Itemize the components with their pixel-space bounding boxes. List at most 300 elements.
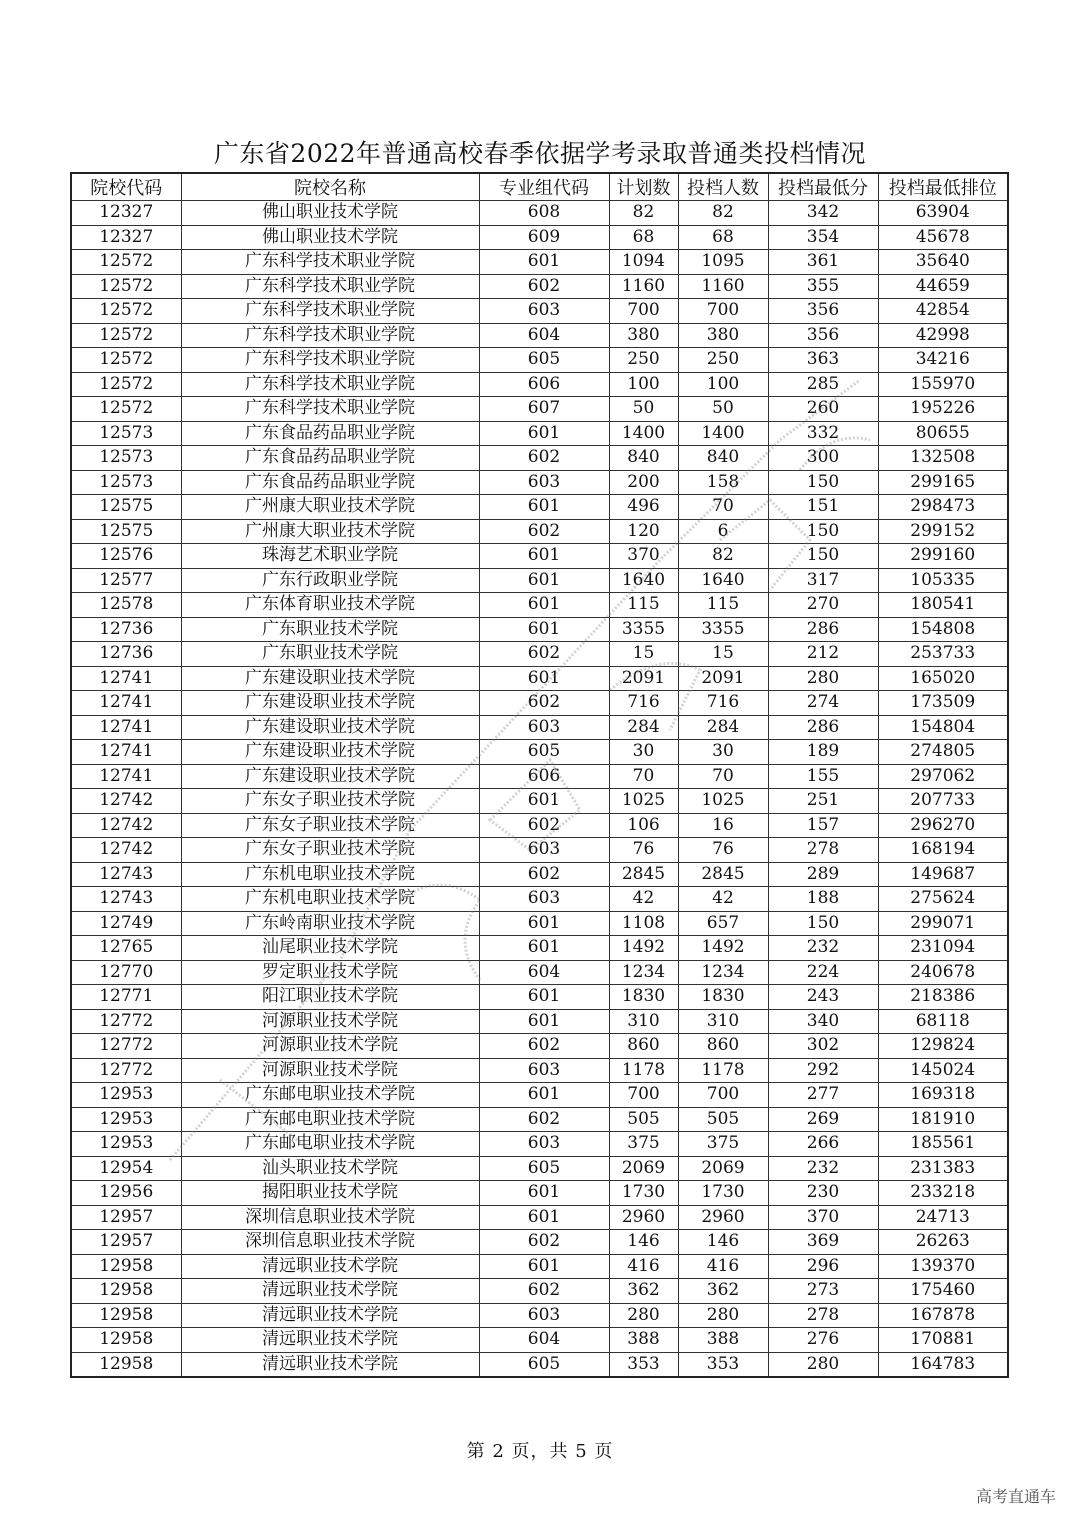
cell-group-code: 603 <box>479 299 609 324</box>
cell-school-code: 12956 <box>71 1181 181 1206</box>
cell-plan-count: 2845 <box>609 862 678 887</box>
cell-plan-count: 200 <box>609 470 678 495</box>
cell-plan-count: 120 <box>609 519 678 544</box>
cell-min-score: 151 <box>768 495 878 520</box>
cell-min-rank: 169318 <box>878 1083 1008 1108</box>
cell-min-rank: 297062 <box>878 764 1008 789</box>
cell-min-score: 277 <box>768 1083 878 1108</box>
cell-school-code: 12742 <box>71 813 181 838</box>
table-row <box>71 1303 1008 1328</box>
cell-school-code: 12741 <box>71 691 181 716</box>
cell-school-name: 广东科学技术职业学院 <box>181 348 479 373</box>
table-row <box>71 1230 1008 1255</box>
cell-min-rank: 155970 <box>878 372 1008 397</box>
cell-school-code: 12741 <box>71 666 181 691</box>
table-row <box>71 397 1008 422</box>
table-row <box>71 862 1008 887</box>
cell-school-name: 河源职业技术学院 <box>181 1034 479 1059</box>
cell-min-score: 155 <box>768 764 878 789</box>
cell-admitted-count: 1640 <box>678 568 768 593</box>
table-row <box>71 936 1008 961</box>
cell-school-name: 河源职业技术学院 <box>181 1009 479 1034</box>
cell-min-score: 356 <box>768 323 878 348</box>
cell-admitted-count: 380 <box>678 323 768 348</box>
cell-admitted-count: 50 <box>678 397 768 422</box>
cell-plan-count: 100 <box>609 372 678 397</box>
cell-school-code: 12742 <box>71 789 181 814</box>
cell-school-code: 12957 <box>71 1230 181 1255</box>
table-row <box>71 617 1008 642</box>
cell-group-code: 605 <box>479 348 609 373</box>
cell-admitted-count: 70 <box>678 764 768 789</box>
cell-school-code: 12575 <box>71 519 181 544</box>
cell-school-name: 汕尾职业技术学院 <box>181 936 479 961</box>
cell-admitted-count: 1830 <box>678 985 768 1010</box>
cell-school-code: 12953 <box>71 1132 181 1157</box>
cell-min-score: 340 <box>768 1009 878 1034</box>
cell-admitted-count: 716 <box>678 691 768 716</box>
cell-group-code: 601 <box>479 617 609 642</box>
cell-min-rank: 233218 <box>878 1181 1008 1206</box>
cell-school-code: 12953 <box>71 1107 181 1132</box>
cell-min-rank: 42998 <box>878 323 1008 348</box>
table-row <box>71 911 1008 936</box>
cell-min-rank: 275624 <box>878 887 1008 912</box>
cell-school-name: 广东机电职业技术学院 <box>181 887 479 912</box>
header-plan-count: 计划数 <box>609 173 678 201</box>
cell-school-name: 广东科学技术职业学院 <box>181 274 479 299</box>
cell-school-code: 12743 <box>71 862 181 887</box>
table-row <box>71 691 1008 716</box>
table-row <box>71 421 1008 446</box>
table-row <box>71 960 1008 985</box>
cell-admitted-count: 15 <box>678 642 768 667</box>
cell-plan-count: 284 <box>609 715 678 740</box>
cell-group-code: 603 <box>479 470 609 495</box>
table-row <box>71 764 1008 789</box>
table-row <box>71 250 1008 275</box>
cell-school-code: 12572 <box>71 372 181 397</box>
cell-school-name: 广东科学技术职业学院 <box>181 323 479 348</box>
cell-plan-count: 370 <box>609 544 678 569</box>
cell-admitted-count: 353 <box>678 1352 768 1377</box>
cell-plan-count: 380 <box>609 323 678 348</box>
brand-label: 高考直通车 <box>975 1487 1056 1506</box>
cell-school-code: 12577 <box>71 568 181 593</box>
cell-min-rank: 35640 <box>878 250 1008 275</box>
cell-min-score: 342 <box>768 201 878 226</box>
cell-school-code: 12741 <box>71 740 181 765</box>
cell-plan-count: 2091 <box>609 666 678 691</box>
table-row <box>71 225 1008 250</box>
table-row <box>71 201 1008 226</box>
cell-plan-count: 1640 <box>609 568 678 593</box>
cell-group-code: 604 <box>479 1328 609 1353</box>
cell-min-rank: 165020 <box>878 666 1008 691</box>
table-row <box>71 1352 1008 1377</box>
cell-plan-count: 1492 <box>609 936 678 961</box>
table-row <box>71 642 1008 667</box>
table-row <box>71 1058 1008 1083</box>
cell-admitted-count: 1025 <box>678 789 768 814</box>
cell-school-code: 12770 <box>71 960 181 985</box>
cell-school-code: 12572 <box>71 274 181 299</box>
cell-min-score: 292 <box>768 1058 878 1083</box>
cell-school-name: 广东岭南职业技术学院 <box>181 911 479 936</box>
cell-min-score: 266 <box>768 1132 878 1157</box>
cell-group-code: 603 <box>479 887 609 912</box>
cell-admitted-count: 115 <box>678 593 768 618</box>
cell-school-name: 罗定职业技术学院 <box>181 960 479 985</box>
cell-school-code: 12572 <box>71 323 181 348</box>
cell-min-rank: 274805 <box>878 740 1008 765</box>
cell-group-code: 604 <box>479 323 609 348</box>
table-row <box>71 985 1008 1010</box>
cell-group-code: 601 <box>479 1205 609 1230</box>
cell-school-name: 广东科学技术职业学院 <box>181 299 479 324</box>
cell-group-code: 608 <box>479 201 609 226</box>
cell-admitted-count: 6 <box>678 519 768 544</box>
cell-admitted-count: 70 <box>678 495 768 520</box>
cell-admitted-count: 1730 <box>678 1181 768 1206</box>
cell-plan-count: 496 <box>609 495 678 520</box>
cell-plan-count: 700 <box>609 299 678 324</box>
cell-min-score: 356 <box>768 299 878 324</box>
cell-plan-count: 115 <box>609 593 678 618</box>
cell-plan-count: 388 <box>609 1328 678 1353</box>
cell-min-score: 188 <box>768 887 878 912</box>
table-row <box>71 593 1008 618</box>
table-row <box>71 568 1008 593</box>
cell-min-rank: 24713 <box>878 1205 1008 1230</box>
cell-min-rank: 218386 <box>878 985 1008 1010</box>
cell-plan-count: 146 <box>609 1230 678 1255</box>
cell-group-code: 603 <box>479 715 609 740</box>
cell-admitted-count: 1160 <box>678 274 768 299</box>
cell-group-code: 601 <box>479 1254 609 1279</box>
cell-group-code: 601 <box>479 593 609 618</box>
cell-min-rank: 44659 <box>878 274 1008 299</box>
cell-school-name: 广东职业技术学院 <box>181 642 479 667</box>
cell-min-rank: 34216 <box>878 348 1008 373</box>
cell-school-code: 12327 <box>71 201 181 226</box>
cell-school-code: 12573 <box>71 470 181 495</box>
cell-plan-count: 375 <box>609 1132 678 1157</box>
table-row <box>71 299 1008 324</box>
cell-school-code: 12749 <box>71 911 181 936</box>
header-row <box>71 173 1008 201</box>
cell-min-score: 278 <box>768 838 878 863</box>
cell-school-name: 广东科学技术职业学院 <box>181 397 479 422</box>
cell-admitted-count: 42 <box>678 887 768 912</box>
cell-min-score: 369 <box>768 1230 878 1255</box>
cell-school-code: 12743 <box>71 887 181 912</box>
cell-group-code: 606 <box>479 764 609 789</box>
cell-group-code: 601 <box>479 1009 609 1034</box>
cell-min-score: 157 <box>768 813 878 838</box>
cell-group-code: 601 <box>479 250 609 275</box>
cell-admitted-count: 3355 <box>678 617 768 642</box>
header-school-code: 院校代码 <box>71 173 181 201</box>
cell-min-score: 289 <box>768 862 878 887</box>
cell-school-name: 广东建设职业技术学院 <box>181 715 479 740</box>
cell-admitted-count: 68 <box>678 225 768 250</box>
table-row <box>71 1107 1008 1132</box>
table-row <box>71 1254 1008 1279</box>
cell-school-code: 12765 <box>71 936 181 961</box>
cell-school-name: 广东建设职业技术学院 <box>181 666 479 691</box>
cell-min-score: 286 <box>768 617 878 642</box>
page-footer: 第 2 页，共 5 页 <box>466 1441 614 1462</box>
cell-min-rank: 168194 <box>878 838 1008 863</box>
cell-school-name: 汕头职业技术学院 <box>181 1156 479 1181</box>
cell-school-code: 12742 <box>71 838 181 863</box>
cell-group-code: 601 <box>479 1181 609 1206</box>
cell-plan-count: 2069 <box>609 1156 678 1181</box>
cell-school-name: 广东邮电职业技术学院 <box>181 1132 479 1157</box>
cell-plan-count: 840 <box>609 446 678 471</box>
table-row <box>71 1083 1008 1108</box>
admission-table <box>70 172 1009 1378</box>
cell-school-code: 12771 <box>71 985 181 1010</box>
cell-plan-count: 860 <box>609 1034 678 1059</box>
cell-plan-count: 1400 <box>609 421 678 446</box>
cell-plan-count: 30 <box>609 740 678 765</box>
table-row <box>71 274 1008 299</box>
table-row <box>71 495 1008 520</box>
cell-admitted-count: 30 <box>678 740 768 765</box>
cell-min-rank: 181910 <box>878 1107 1008 1132</box>
table-row <box>71 666 1008 691</box>
cell-group-code: 602 <box>479 446 609 471</box>
cell-admitted-count: 1234 <box>678 960 768 985</box>
cell-school-name: 广东邮电职业技术学院 <box>181 1107 479 1132</box>
cell-school-code: 12576 <box>71 544 181 569</box>
cell-min-score: 150 <box>768 544 878 569</box>
cell-min-rank: 26263 <box>878 1230 1008 1255</box>
cell-group-code: 602 <box>479 1230 609 1255</box>
cell-group-code: 609 <box>479 225 609 250</box>
cell-school-name: 广东女子职业技术学院 <box>181 813 479 838</box>
table-row <box>71 740 1008 765</box>
table-row <box>71 887 1008 912</box>
cell-min-rank: 132508 <box>878 446 1008 471</box>
cell-min-rank: 299152 <box>878 519 1008 544</box>
cell-group-code: 602 <box>479 642 609 667</box>
cell-school-name: 广东机电职业技术学院 <box>181 862 479 887</box>
cell-school-name: 广东邮电职业技术学院 <box>181 1083 479 1108</box>
table-row <box>71 1205 1008 1230</box>
cell-min-score: 354 <box>768 225 878 250</box>
cell-group-code: 602 <box>479 1107 609 1132</box>
cell-admitted-count: 16 <box>678 813 768 838</box>
table-row <box>71 838 1008 863</box>
cell-school-code: 12958 <box>71 1303 181 1328</box>
cell-group-code: 607 <box>479 397 609 422</box>
cell-min-score: 270 <box>768 593 878 618</box>
table-row <box>71 470 1008 495</box>
cell-school-name: 广东食品药品职业学院 <box>181 446 479 471</box>
cell-admitted-count: 82 <box>678 544 768 569</box>
cell-min-rank: 154808 <box>878 617 1008 642</box>
cell-school-code: 12741 <box>71 715 181 740</box>
cell-plan-count: 70 <box>609 764 678 789</box>
cell-group-code: 601 <box>479 936 609 961</box>
cell-group-code: 603 <box>479 838 609 863</box>
cell-plan-count: 15 <box>609 642 678 667</box>
cell-min-rank: 154804 <box>878 715 1008 740</box>
cell-admitted-count: 1400 <box>678 421 768 446</box>
cell-plan-count: 353 <box>609 1352 678 1377</box>
cell-min-rank: 195226 <box>878 397 1008 422</box>
cell-group-code: 604 <box>479 960 609 985</box>
cell-plan-count: 716 <box>609 691 678 716</box>
cell-min-rank: 175460 <box>878 1279 1008 1304</box>
cell-group-code: 601 <box>479 985 609 1010</box>
cell-min-rank: 149687 <box>878 862 1008 887</box>
cell-group-code: 602 <box>479 1034 609 1059</box>
cell-school-name: 珠海艺术职业学院 <box>181 544 479 569</box>
cell-min-score: 302 <box>768 1034 878 1059</box>
cell-min-score: 251 <box>768 789 878 814</box>
cell-group-code: 601 <box>479 495 609 520</box>
cell-plan-count: 68 <box>609 225 678 250</box>
table-row <box>71 789 1008 814</box>
document-title: 广东省2022年普通高校春季依据学考录取普通类投档情况 <box>213 139 867 168</box>
cell-min-rank: 180541 <box>878 593 1008 618</box>
cell-admitted-count: 2091 <box>678 666 768 691</box>
cell-school-code: 12736 <box>71 642 181 667</box>
cell-group-code: 601 <box>479 544 609 569</box>
cell-group-code: 602 <box>479 274 609 299</box>
cell-school-name: 广东职业技术学院 <box>181 617 479 642</box>
cell-school-code: 12573 <box>71 421 181 446</box>
cell-admitted-count: 2069 <box>678 1156 768 1181</box>
cell-min-rank: 45678 <box>878 225 1008 250</box>
cell-school-code: 12578 <box>71 593 181 618</box>
cell-min-score: 189 <box>768 740 878 765</box>
cell-admitted-count: 158 <box>678 470 768 495</box>
cell-min-score: 363 <box>768 348 878 373</box>
cell-school-name: 清远职业技术学院 <box>181 1279 479 1304</box>
cell-min-rank: 173509 <box>878 691 1008 716</box>
cell-min-rank: 299071 <box>878 911 1008 936</box>
cell-plan-count: 76 <box>609 838 678 863</box>
cell-school-code: 12958 <box>71 1254 181 1279</box>
cell-school-code: 12958 <box>71 1328 181 1353</box>
cell-plan-count: 1025 <box>609 789 678 814</box>
table-row <box>71 348 1008 373</box>
cell-plan-count: 1830 <box>609 985 678 1010</box>
cell-min-rank: 42854 <box>878 299 1008 324</box>
cell-plan-count: 2960 <box>609 1205 678 1230</box>
cell-plan-count: 280 <box>609 1303 678 1328</box>
cell-min-rank: 296270 <box>878 813 1008 838</box>
cell-admitted-count: 1095 <box>678 250 768 275</box>
cell-min-score: 150 <box>768 911 878 936</box>
cell-plan-count: 82 <box>609 201 678 226</box>
cell-group-code: 602 <box>479 519 609 544</box>
cell-min-score: 212 <box>768 642 878 667</box>
cell-group-code: 606 <box>479 372 609 397</box>
cell-plan-count: 50 <box>609 397 678 422</box>
cell-plan-count: 1160 <box>609 274 678 299</box>
cell-min-rank: 253733 <box>878 642 1008 667</box>
cell-plan-count: 1108 <box>609 911 678 936</box>
table-row <box>71 1328 1008 1353</box>
cell-admitted-count: 362 <box>678 1279 768 1304</box>
cell-min-score: 370 <box>768 1205 878 1230</box>
table-row <box>71 1181 1008 1206</box>
cell-admitted-count: 416 <box>678 1254 768 1279</box>
cell-min-score: 300 <box>768 446 878 471</box>
cell-school-code: 12572 <box>71 299 181 324</box>
cell-admitted-count: 284 <box>678 715 768 740</box>
cell-admitted-count: 700 <box>678 1083 768 1108</box>
cell-group-code: 601 <box>479 421 609 446</box>
table-row <box>71 1132 1008 1157</box>
cell-group-code: 601 <box>479 568 609 593</box>
table-row <box>71 323 1008 348</box>
cell-group-code: 605 <box>479 740 609 765</box>
cell-school-code: 12772 <box>71 1058 181 1083</box>
cell-min-rank: 299160 <box>878 544 1008 569</box>
cell-min-score: 224 <box>768 960 878 985</box>
cell-school-code: 12957 <box>71 1205 181 1230</box>
cell-school-name: 广东建设职业技术学院 <box>181 691 479 716</box>
header-admitted-count: 投档人数 <box>678 173 768 201</box>
cell-min-score: 317 <box>768 568 878 593</box>
cell-school-name: 清远职业技术学院 <box>181 1254 479 1279</box>
cell-admitted-count: 860 <box>678 1034 768 1059</box>
cell-min-rank: 68118 <box>878 1009 1008 1034</box>
cell-admitted-count: 700 <box>678 299 768 324</box>
cell-min-score: 243 <box>768 985 878 1010</box>
cell-plan-count: 3355 <box>609 617 678 642</box>
cell-school-name: 河源职业技术学院 <box>181 1058 479 1083</box>
cell-plan-count: 42 <box>609 887 678 912</box>
cell-group-code: 603 <box>479 1058 609 1083</box>
cell-school-code: 12958 <box>71 1279 181 1304</box>
cell-plan-count: 362 <box>609 1279 678 1304</box>
table-row <box>71 1156 1008 1181</box>
cell-group-code: 602 <box>479 1279 609 1304</box>
cell-min-score: 232 <box>768 936 878 961</box>
cell-school-code: 12954 <box>71 1156 181 1181</box>
cell-plan-count: 700 <box>609 1083 678 1108</box>
cell-admitted-count: 82 <box>678 201 768 226</box>
cell-min-score: 361 <box>768 250 878 275</box>
cell-plan-count: 505 <box>609 1107 678 1132</box>
cell-min-score: 260 <box>768 397 878 422</box>
cell-min-score: 285 <box>768 372 878 397</box>
cell-min-rank: 170881 <box>878 1328 1008 1353</box>
cell-min-rank: 240678 <box>878 960 1008 985</box>
cell-group-code: 601 <box>479 789 609 814</box>
cell-school-name: 广东建设职业技术学院 <box>181 764 479 789</box>
table-row <box>71 1034 1008 1059</box>
cell-min-score: 230 <box>768 1181 878 1206</box>
cell-admitted-count: 146 <box>678 1230 768 1255</box>
cell-school-code: 12772 <box>71 1034 181 1059</box>
cell-group-code: 602 <box>479 813 609 838</box>
cell-group-code: 605 <box>479 1352 609 1377</box>
cell-school-code: 12572 <box>71 348 181 373</box>
cell-admitted-count: 2960 <box>678 1205 768 1230</box>
cell-school-name: 广州康大职业技术学院 <box>181 495 479 520</box>
cell-school-name: 广东女子职业技术学院 <box>181 838 479 863</box>
cell-group-code: 602 <box>479 691 609 716</box>
